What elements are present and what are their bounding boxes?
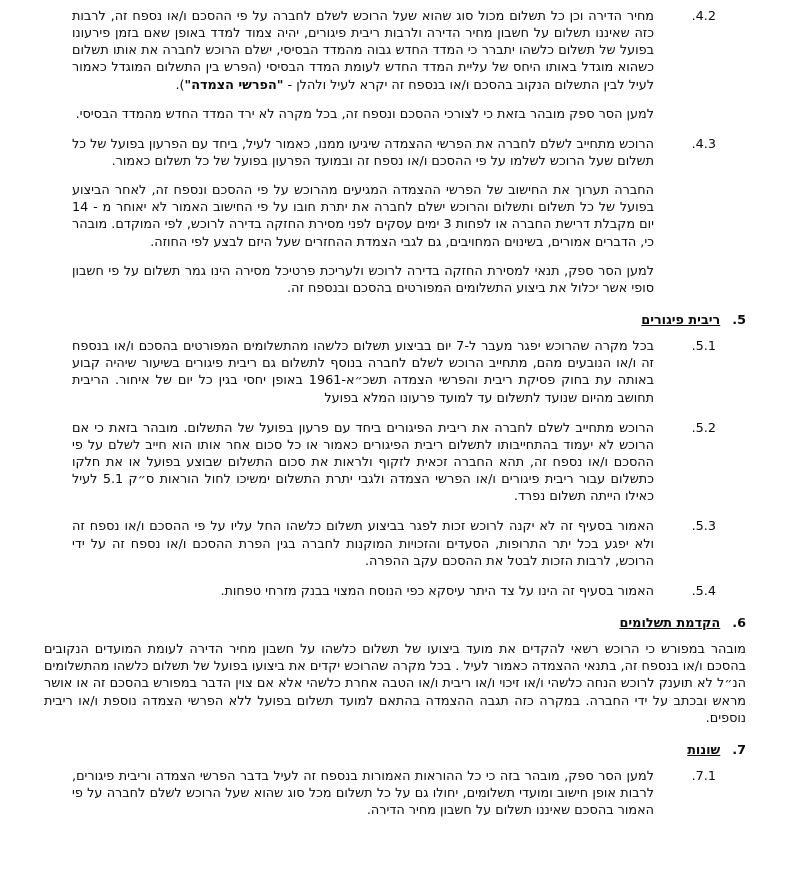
clause-paragraph — [72, 768, 654, 819]
section-title: שונות — [687, 742, 721, 758]
text-run: האמור בסעיף זה הינו על צד היתר עיסקא כפי הנוסח המצוי בבנק מזרחי טפחות. — [220, 583, 654, 599]
text-run: מובהר במפורש כי הרוכש רשאי להקדים את מועד ביצועו של תשלום כלשהו על חשבון מחיר הדירה לעומת המועדים הנקובים בהסכם ו/או בנספח זה, בתנאי ההצמדה כאמור לעיל . בכל מקרה שהרוכש יקדים את ביצועו בפועל של תשלום כלשהו מהתשלומים הנ״ל לא תוענק לרוכש הנחה כלשהי ו/או זיכוי ו/או ריבית ו/או הטבה אחרת כלשהי אלא אם צוין הדבר במפורש בהסכם זה או אושר מראש ובכתב על ידי החברה. במקרה כזה תגבה ההצמדה בהתאם למועד תשלום בפועל ללא הפרשי הצמדה נוספת ו/או ריבית נוספים. — [44, 642, 746, 726]
clause-number: 4.2. — [691, 9, 716, 24]
section-heading — [44, 312, 746, 329]
text-run: למען הסר ספק, מובהר בזה כי כל ההוראות האמורות בנספח זה לעיל בדבר הפרשי הצמדה וריבית פיגורים, לרבות אופן חישוב ומועדי תשלומים, יחולו גם על כל תשלום מכל סוג שהוא שעל הרוכש לשלם לחברה על פי האמור בהסכם שאיננו תשלום על חשבון מחיר הדירה. — [72, 768, 654, 819]
clause-block — [72, 518, 716, 569]
section-number: 6. — [732, 615, 746, 631]
emphasized-term: "הפרשי הצמדה" — [184, 77, 284, 93]
clause-number: 4.3. — [691, 136, 716, 152]
clause-block — [72, 136, 716, 297]
clause-body — [72, 518, 654, 569]
text-run: בכל מקרה שהרוכש יפגר מעבר ל-7 יום בביצוע תשלום כלשהו מהתשלומים המפורטים בהסכם ו/או בנספח זה ו/או הנובעים מהם, מתחייב הרוכש לשלם לחברה בנוסף לתשלום גם ריבית פיגורים בשיעור שיהיה קבוע באותה עת בחוק פסיקת ריבית והפרשי הצמדה תשכ״א-1961 באופן יחסי בגין כל יום של איחור. הריבית תחושב מהיום שנועד לתשלום עד למועד פרעונו המלא בפועל — [72, 339, 654, 406]
text-run: האמור בסעיף זה לא יקנה לרוכש זכות לפגר בביצוע תשלום כלשהו החל עליו על פי ההסכם ו/או נספח זה ולא יפגע בכל יתר התרופות, הסעדים והזכויות המוקנות לחברה בגין הפרת ההסכם ו/או נספח זה על ידי הרוכש, לרבות הזכות לבטל את ההסכם עקב ההפרה. — [72, 519, 654, 569]
clause-block — [72, 768, 716, 819]
section-heading — [44, 615, 746, 632]
clause-paragraph — [72, 8, 654, 94]
body-paragraph — [44, 641, 746, 727]
clause-paragraph — [72, 136, 654, 170]
clause-paragraph — [72, 420, 654, 506]
clause-paragraph — [72, 106, 654, 123]
clause-paragraph — [72, 518, 654, 569]
clause-block — [72, 583, 716, 600]
clause-number: 5.1. — [691, 339, 716, 355]
clause-block — [72, 8, 716, 123]
clause-paragraph — [72, 583, 654, 600]
text-run: הרוכש מתחייב לשלם לחברה את ריבית הפיגורים ביחד עם פרעון בפועל של התשלום. מובהר בזאת כי אם הרוכש לא יעמוד בהתחייבותו לתשלום ריבית הפיגורים כאמור או כל סכום אחר אותו הוא חייב לשלם על פי ההסכם ו/או נספח זה, תהא החברה זכאית לזקוף ולראות את סכום התשלום שבוצע בפועל או את חלקו כתשלום עבור ריבית פיגורים ו/או הפרשי הצמדה ולגבי יתרת התשלום ימשיכו לחול הוראות ס״ק 5.1 לעיל כאילו הייתה תשלום נפרד. — [72, 420, 654, 505]
body-paragraph-block — [44, 641, 746, 727]
text-run: ). — [175, 77, 185, 93]
section-title: ריבית פיגורים — [641, 312, 721, 328]
clause-body — [72, 420, 654, 506]
clause-number: 5.3. — [691, 519, 716, 535]
clause-number: 5.4. — [691, 583, 716, 599]
clause-block — [72, 338, 716, 407]
clause-body — [72, 8, 654, 123]
text-run: החברה תערוך את החישוב של הפרשי ההצמדה המגיעים מהרוכש על פי ההסכם ונספח זה, לאחר הביצוע בפועל של כל תשלום ותשלום והרוכש ישלם לחברה את יתרת חובו על פי החישוב האמור לא יאוחר מ - 14 יום מקבלת דרישת החברה או לפחות 3 ימים עסקים לפני מסירת החזקה בדירה לרוכש, לפי המוקדם. מובהר כי, הדברים אמורים, בשינוים המחויבים, גם לגבי הצמדת ההחזרים שעל היזם לבצע לפי החוזה. — [72, 183, 654, 250]
clause-paragraph — [72, 263, 654, 297]
clause-block — [72, 420, 716, 506]
section-title: הקדמת תשלומים — [619, 615, 721, 631]
clause-paragraph — [72, 182, 654, 251]
text-run: למען הסר ספק מובהר בזאת כי לצורכי ההסכם ונספח זה, בכל מקרה לא ירד המדד החדש מהמדד הבסיסי. — [75, 106, 654, 122]
section-number: 7. — [732, 742, 746, 758]
text-run: מחיר הדירה וכן כל תשלום מכול סוג שהוא שעל הרוכש לשלם לחברה על פי ההסכם ו/או נספח זה, לרבות כזה שאיננו תשלום על חשבון מחיר הדירה ולרבות ריבית פיגורים, יהיה צמוד למדד באופן שאם בזמן פירעונו בפועל של תשלום כלשהו יתברר כי המדד החדש גבוה מהמדד הבסיסי, ישלם הרוכש לחברה את אותו תשלום כשהוא מוגדל באותו היחס של עליית המדד החדש לעומת המדד הבסיסי (הפרש בין התשלום המוגדל כאמור לעיל לבין התשלום הנקוב בהסכם ו/או בנספח זה יקרא לעיל ולהלן - — [72, 9, 654, 93]
clause-body — [72, 338, 654, 407]
section-number: 5. — [732, 312, 746, 328]
clause-paragraph — [72, 338, 654, 407]
section-heading — [44, 742, 746, 759]
clause-body — [72, 768, 654, 819]
text-run: הרוכש מתחייב לשלם לחברה את הפרשי ההצמדה שיגיעו ממנו, כאמור לעיל, ביחד עם הפרעון בפועל של כל תשלום שעל הרוכש לשלמו על פי ההסכם ו/או נספח זה ובמועד הפרעון בפועל של כל תשלום כאמור. — [72, 136, 654, 169]
clause-number: 7.1. — [691, 768, 716, 784]
clause-body — [72, 583, 654, 600]
document-body — [44, 8, 746, 819]
text-run: למען הסר ספק, תנאי למסירת החזקה בדירה לרוכש ולעריכת פרטיכל מסירה הינו גמר תשלום על פי חשבון סופי אשר יכלול את ביצוע התשלומים המפורטים בהסכם ובנספח זה. — [72, 263, 654, 296]
clause-body — [72, 136, 654, 297]
clause-number: 5.2. — [691, 420, 716, 436]
